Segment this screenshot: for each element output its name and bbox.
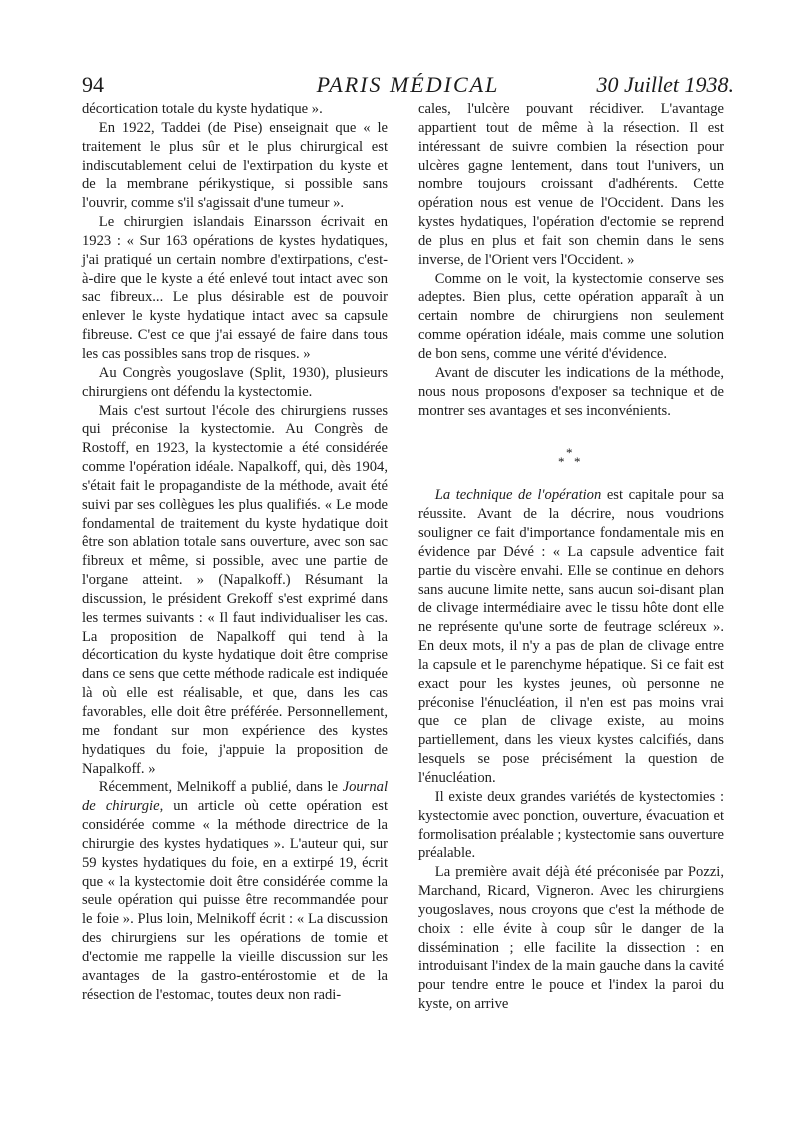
- paragraph-continuation-right: cales, l'ulcère pouvant récidiver. L'avantage appartient tout de même à la résection. Il est intéressant de suivre combien la résection pour ulcères gagne lentement, dans tout l'univers, un nombre toujours croissant d'adhérents. Cette opération nous est venue de l'Occident. Dans les kystes hydatiques, l'opération d'ectomie se reprend de plus en plus et fait son chemin dans le sens inverse, de l'Orient vers l'Occident. »: [418, 101, 724, 268]
- left-column: [82, 100, 388, 1005]
- journal-citation: Journal de chirurgie: [82, 779, 388, 815]
- melnikoff-text-post: , un article où cette opération est considérée comme « la méthode directrice de la chirurgie des kystes hydatiques ». L'auteur qui, sur 59 kystes hydatiques du foie, en a extirpé 19, écrit que « la kystectomie doit être considérée comme la seule opération qui puisse être recommandée pour le foie ». Plus loin, Melnikoff écrit : « La discussion des chirurgiens sur les opérations de tomie et d'ectomie me rappelle la vieille discussion sur les avantages de la gastro-entérostomie et de la résection de l'estomac, toutes deux non radi-: [82, 798, 388, 1003]
- paragraph-avant-discuter: Avant de discuter les indications de la méthode, nous nous proposons d'exposer sa technique et de montrer ses avantages et ses inconvénients.: [418, 364, 724, 419]
- paragraph-russian-school: Mais c'est surtout l'école des chirurgiens russes qui préconise la kystectomie. Au Congrès de Rostoff, en 1923, la kystectomie a été considérée comme l'opération idéale. Napalkoff, qui, dès 1904, s'était fait le propagandiste de la méthode, avait été suivi par ses collègues les plus qualifiés. « Le mode fondamental de traitement du kyste hydatique doit être son ablation totale sans ouverture, avec son sac fibreux et même, si possible, avec une partie de l'organe atteint. » (Napalkoff.) Résumant la discussion, le président Grekoff s'est exprimé dans les termes suivants : « Il faut individualiser les cas. La proposition de Napalkoff qui tend à la décortication du kyste hydatique doit être comprise dans ce sens que cette méthode radicale est indiquée là où elle est réalisable, et que, dans les cas favorables, elle doit être préférée. Personnellement, me fondant sur mon expérience des kystes hydatiques du foie, j'appuie la proposition de Napalkoff. »: [82, 402, 388, 777]
- section-asterism: [418, 420, 724, 486]
- paragraph-yougoslave-congress: Au Congrès yougoslave (Split, 1930), plusieurs chirurgiens ont défendu la kystectomie.: [82, 364, 388, 400]
- melnikoff-text-pre: Récemment, Melnikoff a publié, dans le: [98, 779, 343, 796]
- asterism-star-left: *: [558, 454, 565, 470]
- technique-text: est capitale pour sa réussite. Avant de la décrire, nous voudrions souligner ce fait d'importance fondamentale mis en évidence par Dévé : « La capsule adventice fait partie du viscère envahi. Elle se continue en dehors sans aucune limite nette, sans aucun soi-disant plan de clivage intermédiaire avec le tissu hôte dont elle ne représente qu'une sorte de feutrage scléreux ». En deux mots, il n'y a pas de plan de clivage entre la capsule et le parenchyme hépatique. Si ce fait est exact pour les kystes jeunes, où personne ne préconise l'énucléation, il n'en est pas moins vrai que ce plan de clivage existe, au moins partiellement, dans les vieux kystes calcifiés, dans lesquels se pose précisément la question de l'énucléation.: [418, 487, 724, 786]
- right-column: [418, 100, 724, 1014]
- paragraph-premiere: La première avait déjà été préconisée par Pozzi, Marchand, Ricard, Vigneron. Avec les chirurgiens yougoslaves, nous croyons que c'est la méthode de choix : elle évite à coup sûr le danger de la dissémination ; elle facilite la dissection : en introduisant l'index de la main gauche dans la cavité pour tendre entre le pouce et l'index la paroi du kyste, on arrive: [418, 864, 724, 1013]
- asterism-star-top: *: [566, 445, 573, 461]
- paragraph-melnikoff: [82, 778, 388, 1004]
- paragraph-continuation: décortication totale du kyste hydatique ».: [82, 101, 323, 117]
- paragraph-einarsson: Le chirurgien islandais Einarsson écrivait en 1923 : « Sur 163 opérations de kystes hydatiques, j'ai pratiqué un certain nombre d'extirpations, c'est-à-dire que le kyste a été enlevé tout intact avec son sac fibreux... Le plus désirable est de pouvoir enlever le kyste hydatique intact avec sa capsule fibreuse. C'est ce que j'ai essayé de faire dans tous les cas possibles sans trop de risques. »: [82, 214, 388, 362]
- paragraph-technique: [418, 486, 724, 788]
- page-number: 94: [82, 72, 104, 97]
- asterism-star-right: *: [574, 454, 581, 470]
- paragraph-adeptes: Comme on le voit, la kystectomie conserve ses adeptes. Bien plus, cette opération apparaît à un certain nombre de chirurgiens non seulement comme opération idéale, mais comme une solution de bon sens, comme une vérité d'évidence.: [418, 270, 724, 362]
- paragraph-taddei: En 1922, Taddei (de Pise) enseignait que « le traitement le plus sûr et le plus chirurgical est indiscutablement celui de l'extirpation du kyste et de la membrane périkystique, si possible sans l'ouvrir, comme s'il s'agissait d'une tumeur ».: [82, 119, 388, 212]
- technique-heading: La technique de l'opération: [434, 487, 602, 504]
- journal-title: PARIS MÉDICAL: [316, 72, 500, 97]
- running-head: [82, 71, 734, 99]
- issue-date: 30 Juillet 1938.: [596, 72, 734, 97]
- paragraph-varietes: Il existe deux grandes variétés de kystectomies : kystectomie avec ponction, ouverture, évacuation et formolisation préalable ; kystectomie sans ouverture préalable.: [418, 788, 724, 862]
